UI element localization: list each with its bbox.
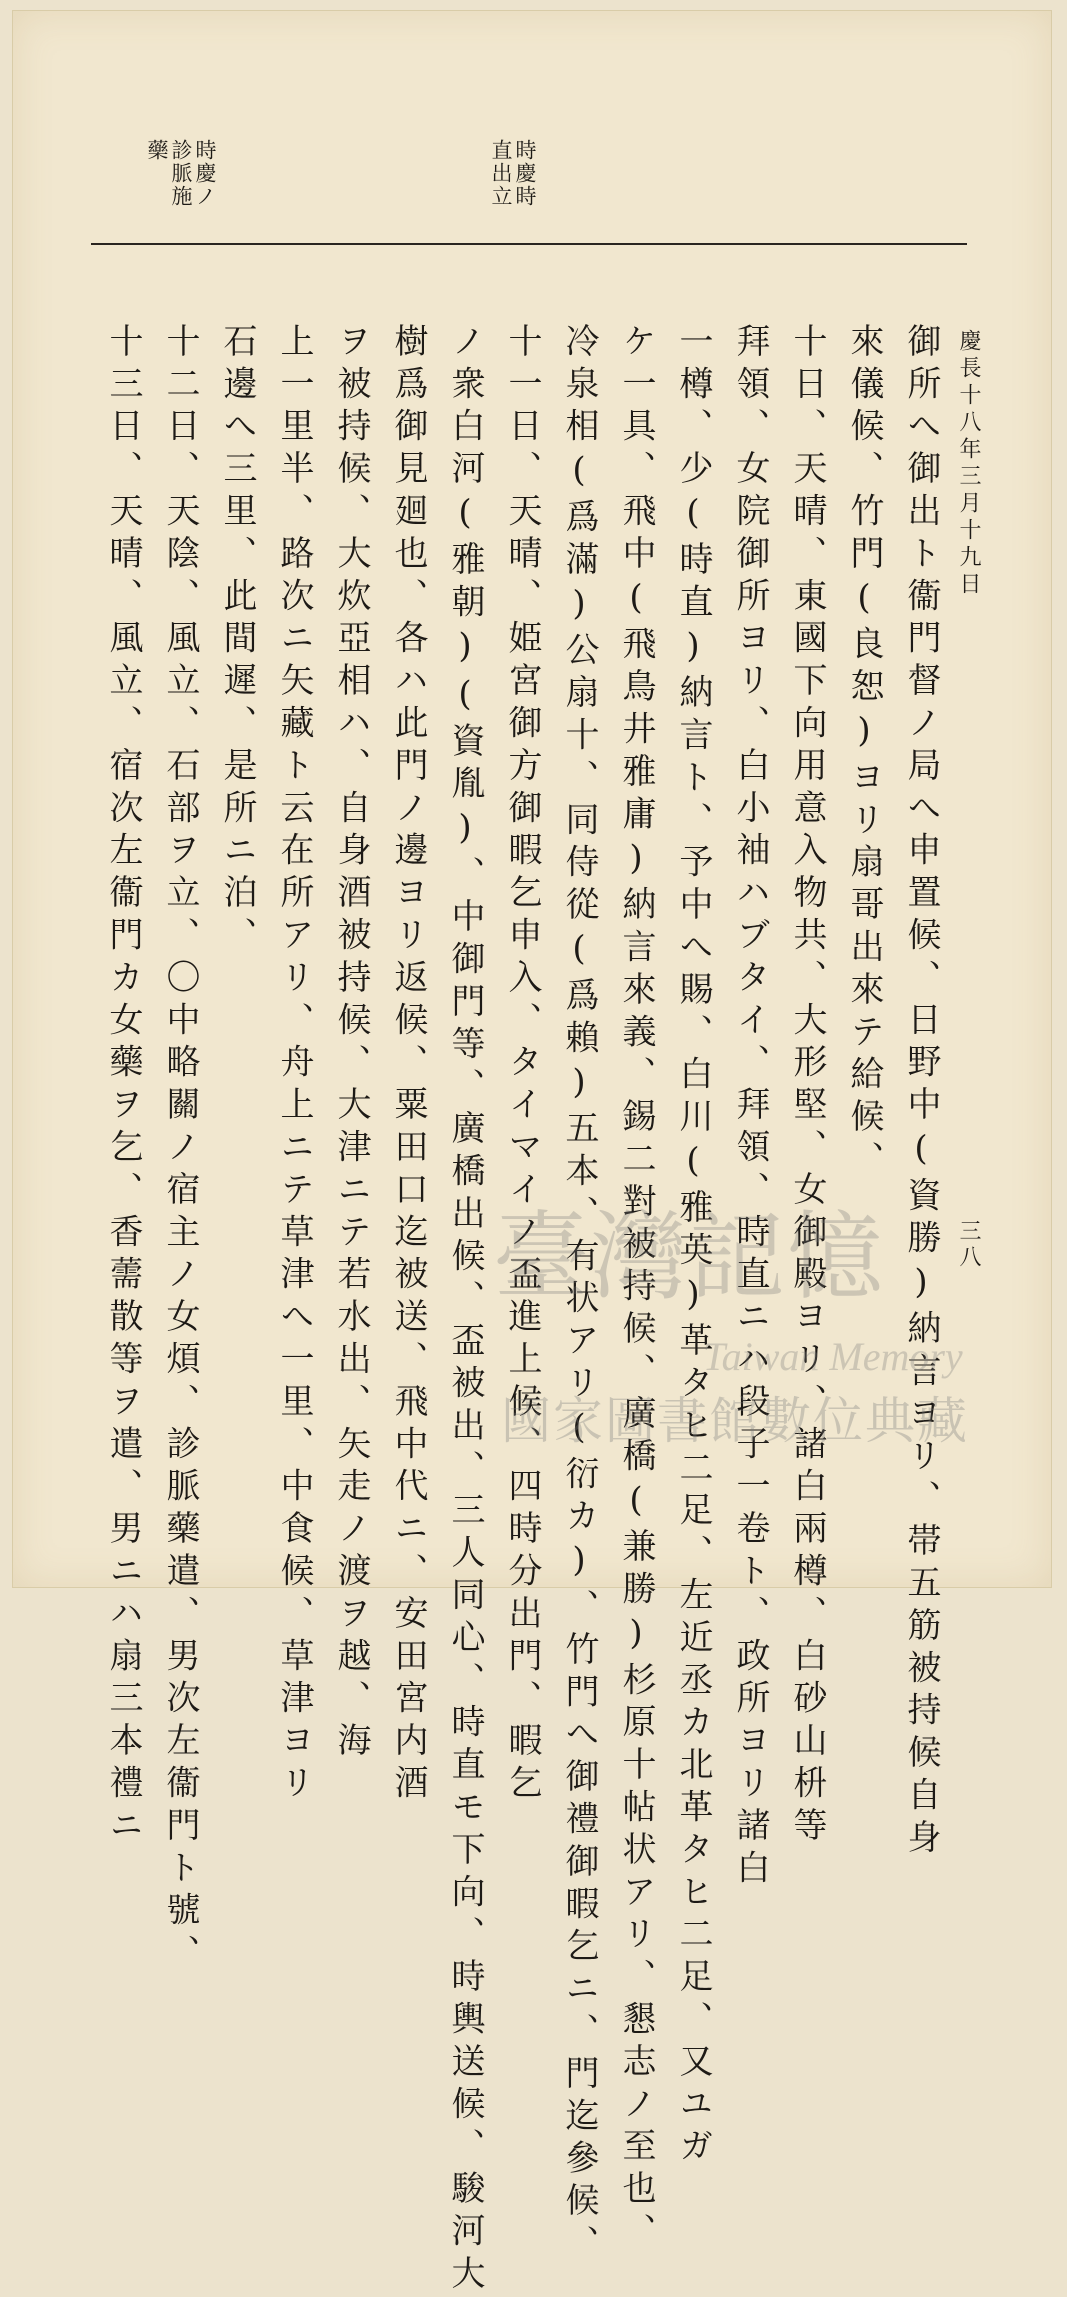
page-number: 三八 — [956, 1219, 981, 1271]
text-column: 十二日、天陰、風立、石部ヲ立、〇中略關ノ宿主ノ女煩、診脈藥遣、男次左衞門ト號、 — [160, 323, 200, 1977]
watermark-caption: 國家圖書館數位典藏 — [501, 1392, 969, 1450]
text-column: 拜領、女院御所ヨリ、白小袖ハブタイ、拜領、時直ニハ段子一卷ト、政所ヨリ諸白 — [730, 323, 770, 1892]
text-column: 十三日、天晴、風立、宿次左衞門カ女藥ヲ乞、香薷散等ヲ遣、男ニハ扇三本禮ニ — [103, 323, 143, 1850]
watermark-subtitle: Taiwan Memory — [703, 1334, 963, 1379]
text-column: 一樽、少(時直)納言ト、予中へ賜、白川(雅英)革タヒ二足、左近丞カ北革タヒ二足、又ユガ — [673, 323, 713, 2171]
margin-note: 時慶時直出立 — [489, 139, 537, 208]
text-column: 御所へ御出ト衞門督ノ局へ申置候、日野中(資勝)納言ヨリ、帯五筋被持候自身 — [901, 323, 941, 1862]
watermark-logo: 臺灣記憶 — [493, 1201, 885, 1313]
text-column: ヲ被持候、大炊亞相ハ、自身酒被持候、大津ニテ若水出、矢走ノ渡ヲ越、海 — [331, 323, 371, 1765]
text-column: 十一日、天晴、姫宮御方御暇乞申入、タイマイノ盃進上候、四時分出門、暇乞 — [502, 323, 542, 1807]
text-column: 冷泉相(爲滿)公扇十、同侍從(爲賴)五本、有状アリ(衍カ)、竹門へ御禮御暇乞ニ、門迄參候、 — [559, 323, 599, 2267]
text-column: 來儀候、竹門(良恕)ヨリ扇哥出來テ給候、 — [844, 323, 884, 1183]
text-column: 十日、天晴、東國下向用意入物共、大形堅、女御殿ヨリ、諸白兩樽、白砂山枡等 — [787, 323, 827, 1850]
text-column: ケ一具、飛中(飛鳥井雅庸)納言來義、錫二對被持候、廣橋(兼勝)杉原十帖状アリ、懇志ノ至也、 — [616, 323, 656, 2255]
text-column: 上一里半、路次ニ矢藏ト云在所アリ、舟上ニテ草津へ一里、中食候、草津ヨリ — [274, 323, 314, 1807]
text-column: 石邊へ三里、此間遲、是所ニ泊、 — [217, 323, 257, 959]
text-column: ノ衆白河(雅朝)(資胤)、中御門等、廣橋出候、盃被出、三人同心、時直モ下向、時輿送候、駿河大 — [445, 323, 485, 2297]
running-title: 慶長十八年三月十九日 — [956, 329, 981, 599]
text-column: 樹爲御見廻也、各ハ此門ノ邊ヨリ返候、粟田口迄被送、飛中代ニ、安田宮内酒 — [388, 323, 428, 1807]
book-page — [12, 10, 1052, 2297]
margin-note: 時慶ノ診脈施藥 — [145, 139, 217, 208]
header-rule — [91, 243, 967, 245]
